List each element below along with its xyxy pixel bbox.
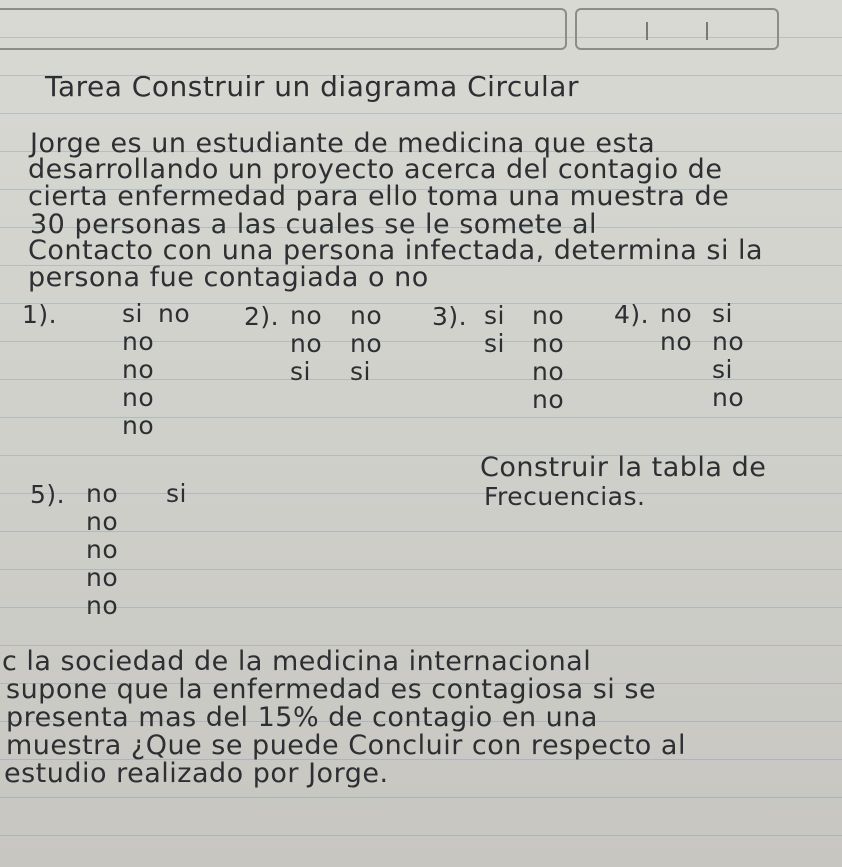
answer-cell: no — [712, 327, 745, 356]
header-tick — [646, 22, 648, 40]
group-label: 1). — [22, 300, 58, 329]
answer-cell: si — [350, 357, 371, 386]
group-3-column-2 — [532, 302, 564, 414]
answer-cell: no — [158, 299, 191, 328]
group-4-column-1 — [660, 300, 692, 356]
answer-cell: no — [532, 385, 565, 414]
group-label: 2). — [244, 302, 280, 331]
answer-cell: no — [122, 411, 155, 440]
answer-cell: no — [122, 383, 155, 412]
answer-cell: no — [350, 301, 383, 330]
group-label: 5). — [30, 480, 66, 509]
answer-cell: no — [86, 591, 119, 620]
group-2-column-2 — [350, 302, 382, 386]
group-1-column-2 — [158, 300, 190, 328]
answer-cell: si — [712, 299, 733, 328]
answer-cell: no — [660, 299, 693, 328]
answer-cell: no — [86, 507, 119, 536]
question-line: estudio realizado por Jorge. — [4, 758, 389, 789]
question-line: supone que la enfermedad es contagiosa si se — [6, 674, 657, 705]
answer-cell: no — [532, 301, 565, 330]
question-line: muestra ¿Que se puede Concluir con respecto al — [6, 730, 686, 761]
answer-cell: si — [290, 357, 311, 386]
statement-line: desarrollando un proyecto acerca del contagio de — [28, 154, 723, 185]
group-5-column-1 — [86, 480, 118, 620]
header-box — [0, 8, 567, 50]
answer-cell: si — [122, 299, 143, 328]
answer-cell: no — [122, 355, 155, 384]
answer-cell: si — [484, 329, 505, 358]
answer-cell: no — [86, 479, 119, 508]
answer-cell: no — [86, 535, 119, 564]
homework-title: Tarea Construir un diagrama Circular — [45, 70, 579, 103]
answer-cell: si — [166, 479, 187, 508]
answer-cell: no — [86, 563, 119, 592]
table-instruction-line: Construir la tabla de — [480, 452, 767, 483]
statement-line: persona fue contagiada o no — [28, 262, 429, 293]
statement-line: Contacto con una persona infectada, determina si la — [28, 235, 764, 266]
answer-cell: no — [532, 329, 565, 358]
answer-cell: no — [712, 383, 745, 412]
statement-line: 30 personas a las cuales se le somete al — [30, 209, 598, 240]
statement-line: Jorge es un estudiante de medicina que esta — [30, 128, 656, 159]
answer-cell: si — [712, 355, 733, 384]
group-4-column-2 — [712, 300, 744, 412]
answer-cell: no — [290, 329, 323, 358]
answer-cell: no — [122, 327, 155, 356]
question-line: presenta mas del 15% de contagio en una — [6, 702, 598, 733]
group-label: 4). — [614, 300, 650, 329]
group-2-column-1 — [290, 302, 322, 386]
group-3-column-1 — [484, 302, 505, 358]
group-1-column-1 — [122, 300, 154, 440]
answer-cell: no — [350, 329, 383, 358]
statement-line: cierta enfermedad para ello toma una muestra de — [28, 181, 730, 212]
header-box-right — [575, 8, 779, 50]
header-tick — [706, 22, 708, 40]
answer-cell: no — [532, 357, 565, 386]
answer-cell: no — [660, 327, 693, 356]
answer-cell: no — [290, 301, 323, 330]
group-5-column-2 — [166, 480, 187, 508]
table-instruction-line: Frecuencias. — [484, 482, 646, 511]
answer-cell: si — [484, 301, 505, 330]
question-line: c la sociedad de la medicina internacional — [2, 646, 592, 677]
group-label: 3). — [432, 302, 468, 331]
